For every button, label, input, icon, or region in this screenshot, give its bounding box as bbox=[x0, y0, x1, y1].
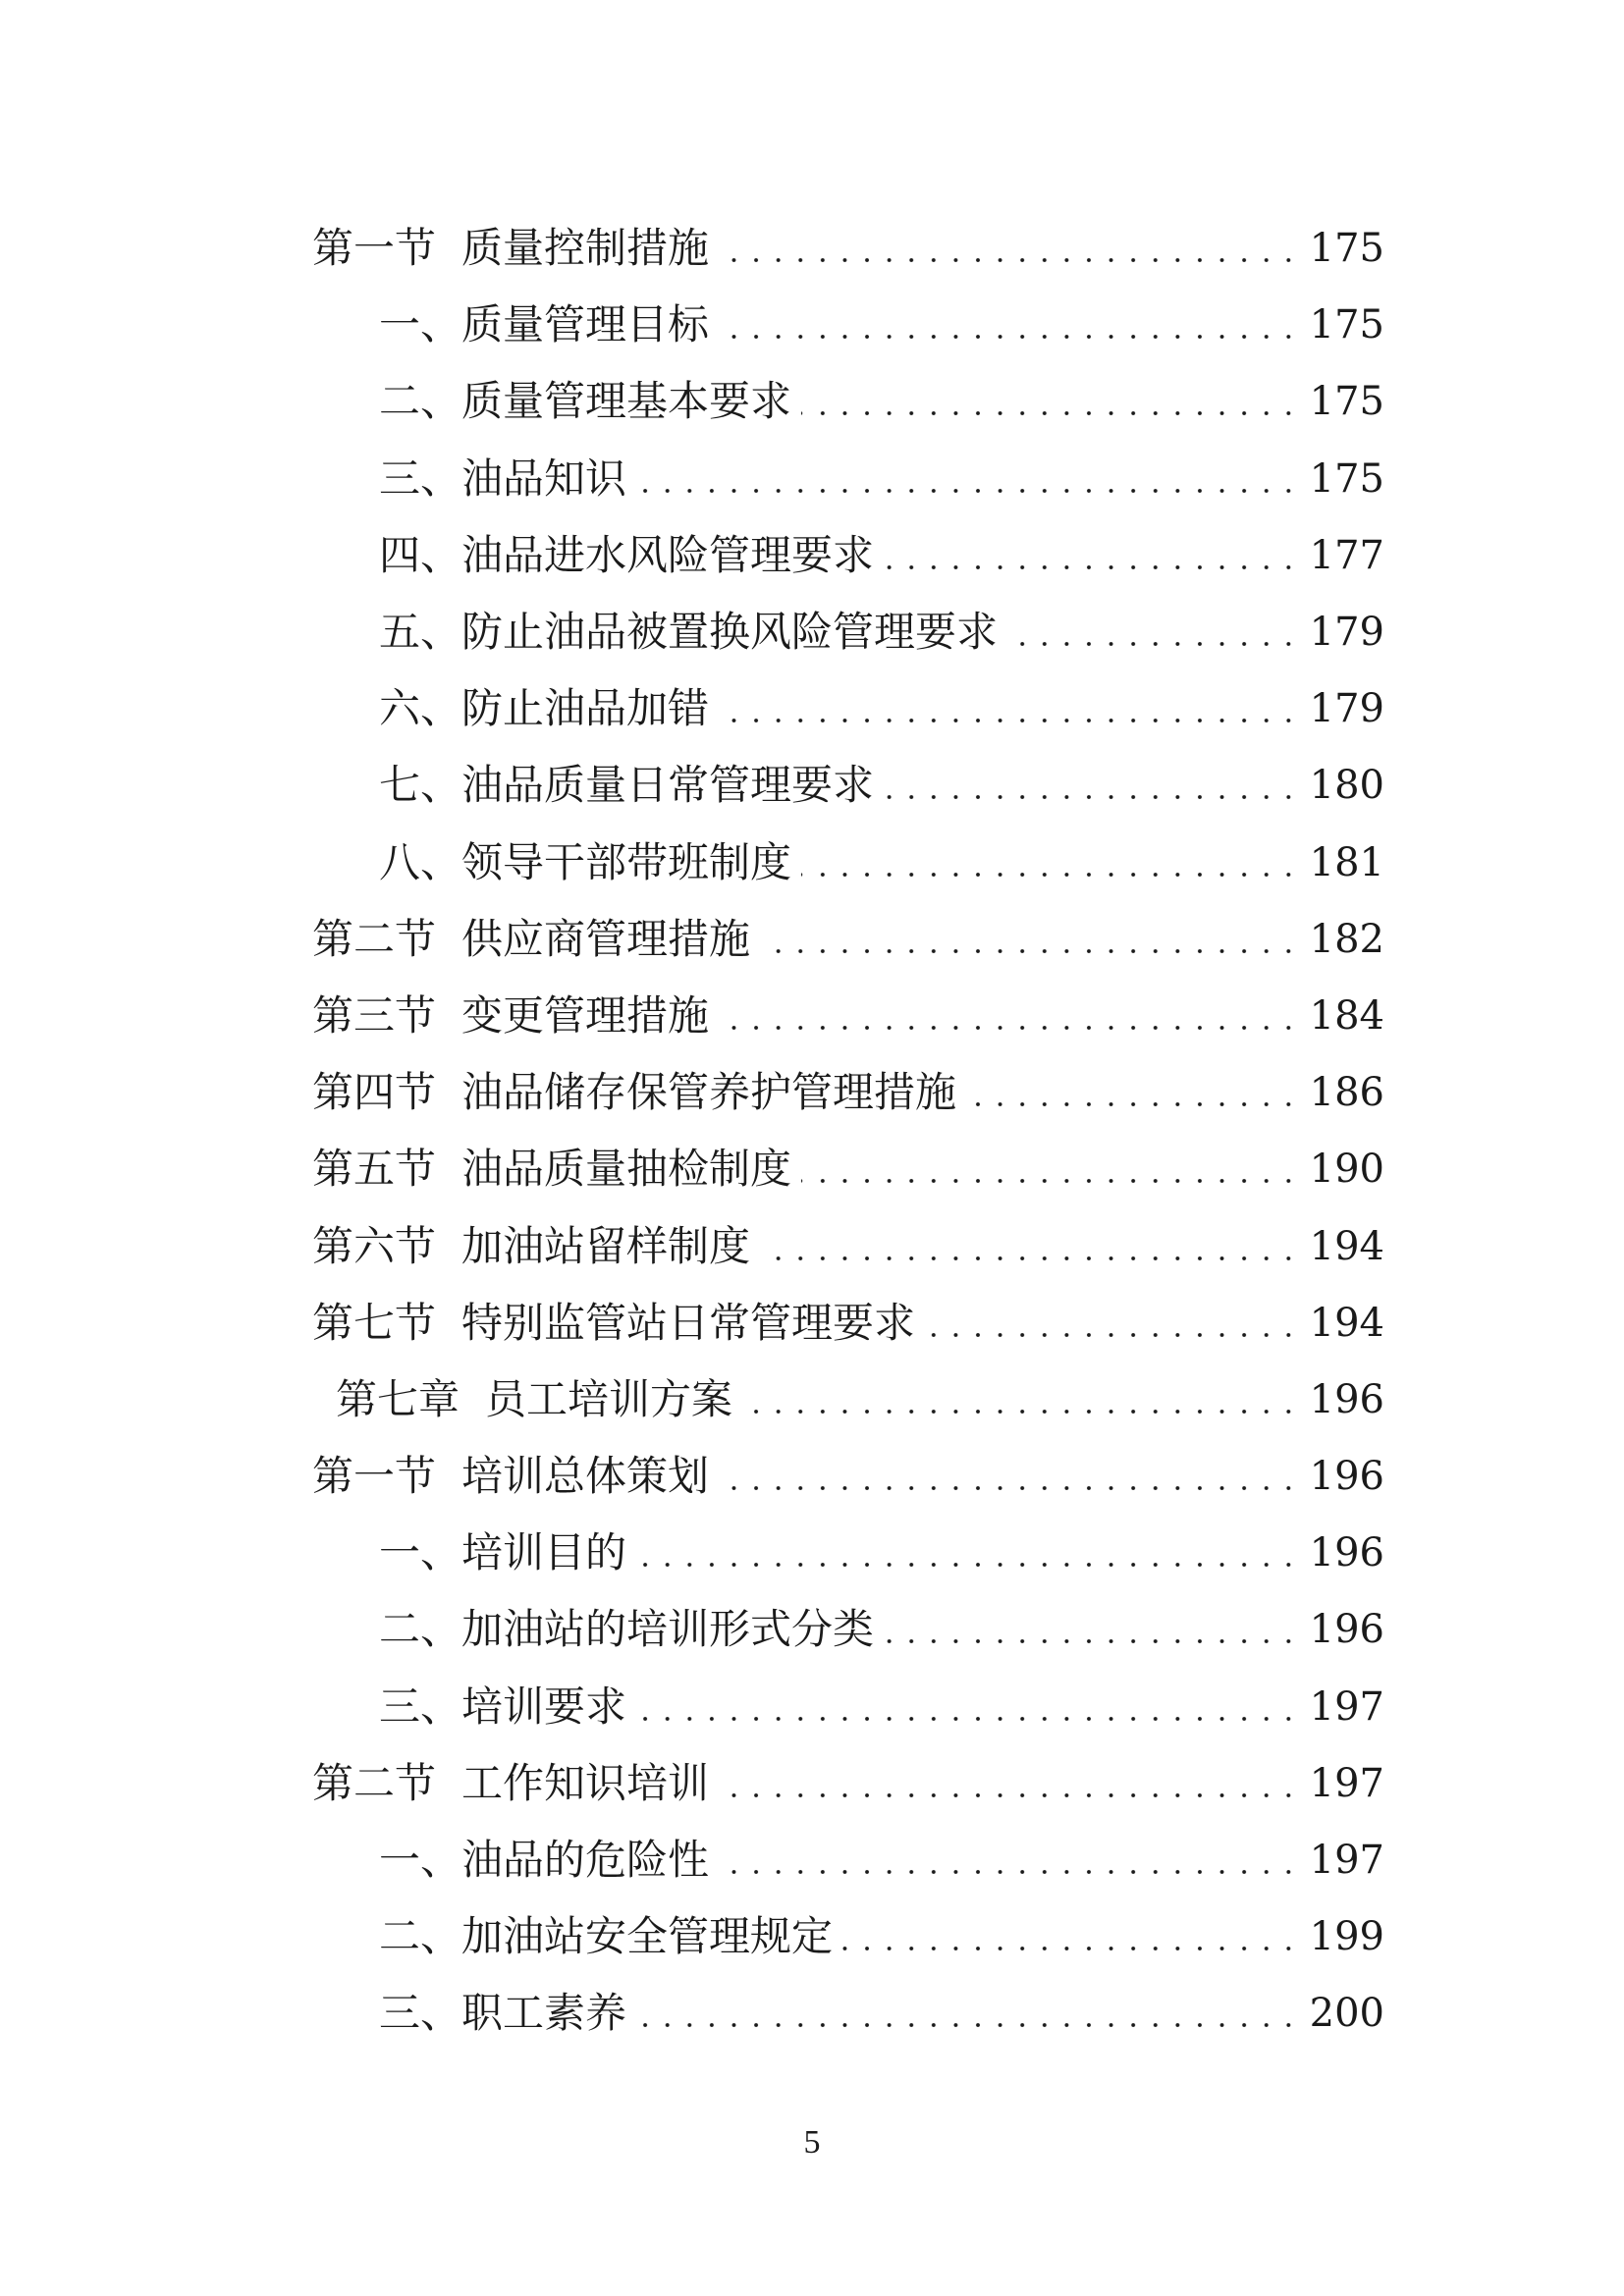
toc-entry-title: 三、职工素养 bbox=[379, 1989, 627, 2038]
toc-entry-item[interactable] bbox=[312, 1898, 1384, 1975]
toc-entry-page-number: 197 bbox=[1309, 1760, 1384, 1806]
toc-entry-title: 二、质量管理基本要求 bbox=[379, 377, 792, 426]
toc-dot-leader bbox=[636, 2022, 1300, 2028]
toc-entry-title: 一、培训目的 bbox=[379, 1528, 627, 1577]
toc-entry-page-number: 200 bbox=[1309, 1991, 1384, 2037]
toc-entry-page-number: 197 bbox=[1309, 1683, 1384, 1730]
toc-entry-section[interactable] bbox=[312, 901, 1384, 978]
toc-entry-title: 员工培训方案 bbox=[485, 1374, 733, 1423]
toc-entry-prefix: 第六节 bbox=[312, 1221, 437, 1270]
toc-entry-section[interactable] bbox=[312, 210, 1384, 287]
toc-dot-leader bbox=[801, 872, 1300, 878]
toc-entry-prefix: 第一节 bbox=[312, 1452, 437, 1501]
toc-dot-leader bbox=[719, 1485, 1300, 1491]
toc-dot-leader bbox=[719, 257, 1300, 263]
toc-entry-title: 工作知识培训 bbox=[461, 1758, 710, 1807]
toc-dot-leader bbox=[719, 1792, 1300, 1798]
toc-entry-chapter[interactable] bbox=[312, 1362, 1384, 1438]
toc-dot-leader bbox=[966, 1101, 1300, 1107]
toc-entry-prefix: 第一节 bbox=[312, 224, 437, 273]
toc-entry-title: 五、防止油品被置换风险管理要求 bbox=[379, 608, 999, 657]
toc-dot-leader bbox=[884, 1638, 1300, 1644]
toc-entry-title: 一、油品的危险性 bbox=[379, 1836, 710, 1885]
toc-entry-page-number: 186 bbox=[1309, 1070, 1384, 1116]
toc-entry-page-number: 175 bbox=[1309, 226, 1384, 272]
toc-dot-leader bbox=[719, 1025, 1300, 1031]
toc-entry-title: 八、领导干部带班制度 bbox=[379, 837, 792, 886]
toc-entry-page-number: 179 bbox=[1309, 610, 1384, 656]
toc-entry-page-number: 194 bbox=[1309, 1223, 1384, 1269]
toc-dot-leader bbox=[801, 1178, 1300, 1184]
toc-entry-title: 变更管理措施 bbox=[461, 990, 710, 1040]
toc-entry-page-number: 182 bbox=[1309, 916, 1384, 962]
toc-dot-leader bbox=[760, 1255, 1300, 1261]
toc-entry-item[interactable] bbox=[312, 1515, 1384, 1591]
toc-entry-title: 四、油品进水风险管理要求 bbox=[379, 530, 875, 579]
toc-dot-leader bbox=[760, 948, 1300, 954]
toc-entry-title: 质量控制措施 bbox=[461, 224, 710, 273]
toc-dot-leader bbox=[742, 1409, 1300, 1415]
toc-dot-leader bbox=[801, 410, 1300, 416]
toc-entry-section[interactable] bbox=[312, 1131, 1384, 1207]
toc-entry-item[interactable] bbox=[312, 1822, 1384, 1898]
toc-entry-page-number: 179 bbox=[1309, 686, 1384, 732]
toc-entry-item[interactable] bbox=[312, 441, 1384, 517]
toc-dot-leader bbox=[719, 1869, 1300, 1875]
toc-entry-title: 七、油品质量日常管理要求 bbox=[379, 761, 875, 810]
toc-entry-page-number: 196 bbox=[1309, 1376, 1384, 1422]
toc-entry-item[interactable] bbox=[312, 517, 1384, 594]
toc-entry-title: 三、油品知识 bbox=[379, 454, 627, 503]
toc-dot-leader bbox=[884, 794, 1300, 800]
toc-entry-page-number: 197 bbox=[1309, 1838, 1384, 1884]
toc-dot-leader bbox=[636, 1716, 1300, 1722]
toc-entry-section[interactable] bbox=[312, 978, 1384, 1054]
toc-entry-page-number: 181 bbox=[1309, 839, 1384, 885]
toc-entry-item[interactable] bbox=[312, 363, 1384, 440]
toc-dot-leader bbox=[842, 1946, 1300, 1951]
page-number: 5 bbox=[803, 2124, 821, 2161]
toc-entry-title: 供应商管理措施 bbox=[461, 914, 751, 963]
toc-entry-title: 三、培训要求 bbox=[379, 1682, 627, 1731]
toc-entry-item[interactable] bbox=[312, 747, 1384, 824]
toc-entry-item[interactable] bbox=[312, 670, 1384, 747]
toc-entry-section[interactable] bbox=[312, 1745, 1384, 1822]
toc-entry-page-number: 196 bbox=[1309, 1454, 1384, 1500]
toc-entry-title: 一、质量管理目标 bbox=[379, 300, 710, 349]
toc-entry-item[interactable] bbox=[312, 594, 1384, 670]
toc-entry-page-number: 190 bbox=[1309, 1147, 1384, 1193]
toc-entry-section[interactable] bbox=[312, 1285, 1384, 1362]
toc-entry-title: 二、加油站安全管理规定 bbox=[379, 1912, 834, 1961]
toc-entry-item[interactable] bbox=[312, 1975, 1384, 2052]
toc-dot-leader bbox=[636, 488, 1300, 494]
toc-entry-title: 油品储存保管养护管理措施 bbox=[461, 1068, 957, 1117]
toc-dot-leader bbox=[719, 334, 1300, 340]
toc-entry-prefix: 第四节 bbox=[312, 1068, 437, 1117]
toc-entry-page-number: 175 bbox=[1309, 379, 1384, 425]
toc-dot-leader bbox=[719, 718, 1300, 723]
toc-dot-leader bbox=[925, 1332, 1300, 1338]
toc-entry-page-number: 196 bbox=[1309, 1607, 1384, 1653]
toc-entry-page-number: 175 bbox=[1309, 455, 1384, 502]
toc-entry-prefix: 第七章 bbox=[336, 1374, 460, 1423]
toc-entry-item[interactable] bbox=[312, 1591, 1384, 1668]
toc-entry-page-number: 199 bbox=[1309, 1914, 1384, 1960]
toc-dot-leader bbox=[636, 1562, 1300, 1568]
toc-entry-item[interactable] bbox=[312, 287, 1384, 363]
toc-entry-prefix: 第二节 bbox=[312, 914, 437, 963]
toc-dot-leader bbox=[1007, 641, 1300, 647]
toc-entry-page-number: 177 bbox=[1309, 532, 1384, 578]
toc-entry-title: 油品质量抽检制度 bbox=[461, 1145, 792, 1194]
toc-entry-prefix: 第三节 bbox=[312, 990, 437, 1040]
toc-entry-page-number: 196 bbox=[1309, 1530, 1384, 1576]
toc-entry-prefix: 第五节 bbox=[312, 1145, 437, 1194]
toc-entry-page-number: 184 bbox=[1309, 992, 1384, 1039]
toc-entry-page-number: 194 bbox=[1309, 1300, 1384, 1346]
toc-entry-page-number: 175 bbox=[1309, 302, 1384, 348]
toc-entry-section[interactable] bbox=[312, 1054, 1384, 1131]
toc-entry-title: 特别监管站日常管理要求 bbox=[461, 1298, 916, 1347]
toc-entry-title: 培训总体策划 bbox=[461, 1452, 710, 1501]
toc-entry-section[interactable] bbox=[312, 1207, 1384, 1284]
toc-entry-title: 六、防止油品加错 bbox=[379, 684, 710, 733]
table-of-contents bbox=[312, 210, 1384, 2053]
toc-entry-title: 加油站留样制度 bbox=[461, 1221, 751, 1270]
toc-entry-item[interactable] bbox=[312, 825, 1384, 901]
toc-entry-title: 二、加油站的培训形式分类 bbox=[379, 1605, 875, 1654]
toc-dot-leader bbox=[884, 564, 1300, 570]
toc-entry-item[interactable] bbox=[312, 1669, 1384, 1745]
toc-entry-section[interactable] bbox=[312, 1438, 1384, 1515]
toc-entry-page-number: 180 bbox=[1309, 763, 1384, 809]
toc-entry-prefix: 第七节 bbox=[312, 1298, 437, 1347]
toc-entry-prefix: 第二节 bbox=[312, 1758, 437, 1807]
